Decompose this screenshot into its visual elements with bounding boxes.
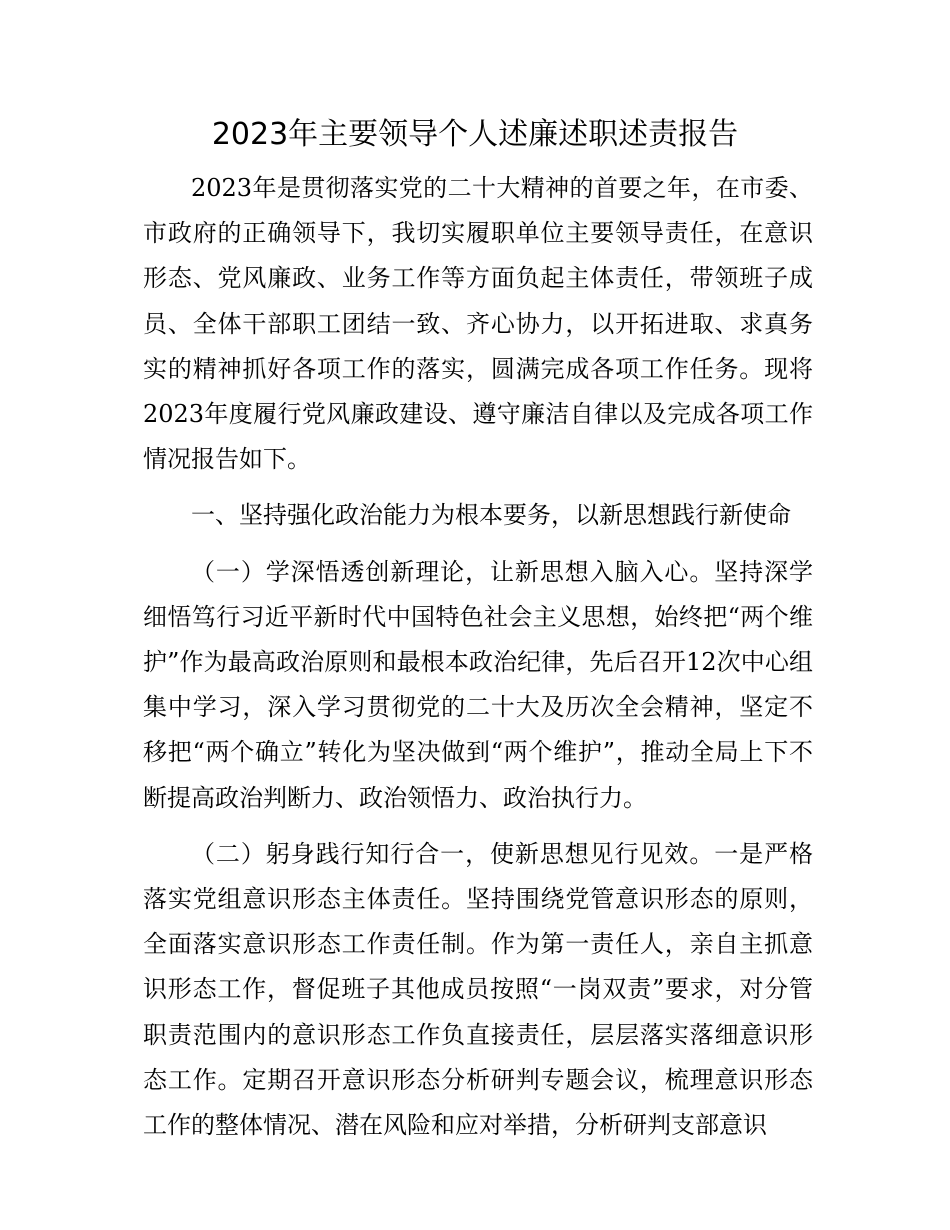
document-body: [143, 166, 813, 1148]
subsection-paragraph-2: （二）躬身践行知行合一，使新思想见行见效。一是严格落实党组意识形态主体责任。坚持围绕党管意识形态的原则，全面落实意识形态工作责任制。作为第一责任人，亲自主抓意识形态工作，督促班子其他成员按照“一岗双责”要求，对分管职责范围内的意识形态工作负直接责任，层层落实落细意识形态工作。定期召开意识形态分析研判专题会议，梳理意识形态工作的整体情况、潜在风险和应对举措，分析研判支部意识: [143, 839, 813, 1140]
intro-paragraph: 2023年是贯彻落实党的二十大精神的首要之年，在市委、市政府的正确领导下，我切实履职单位主要领导责任，在意识形态、党风廉政、业务工作等方面负起主体责任，带领班子成员、全体干部职工团结一致、齐心协力，以开拓进取、求真务实的精神抓好各项工作的落实，圆满完成各项工作任务。现将2023年度履行党风廉政建设、遵守廉洁自律以及完成各项工作情况报告如下。: [143, 174, 813, 474]
document-title: 2023年主要领导个人述廉述职述责报告: [211, 117, 739, 152]
subsection-paragraph-1: （一）学深悟透创新理论，让新思想入脑入心。坚持深学细悟笃行习近平新时代中国特色社会主义思想，始终把“两个维护”作为最高政治原则和最根本政治纪律，先后召开12次中心组集中学习，深入学习贯彻党的二十大及历次全会精神，坚定不移把“两个确立”转化为坚决做到“两个维护”，推动全局上下不断提高政治判断力、政治领悟力、政治执行力。: [143, 557, 813, 812]
section-heading-1: 一、坚持强化政治能力为根本要务，以新思想践行新使命: [191, 501, 791, 530]
